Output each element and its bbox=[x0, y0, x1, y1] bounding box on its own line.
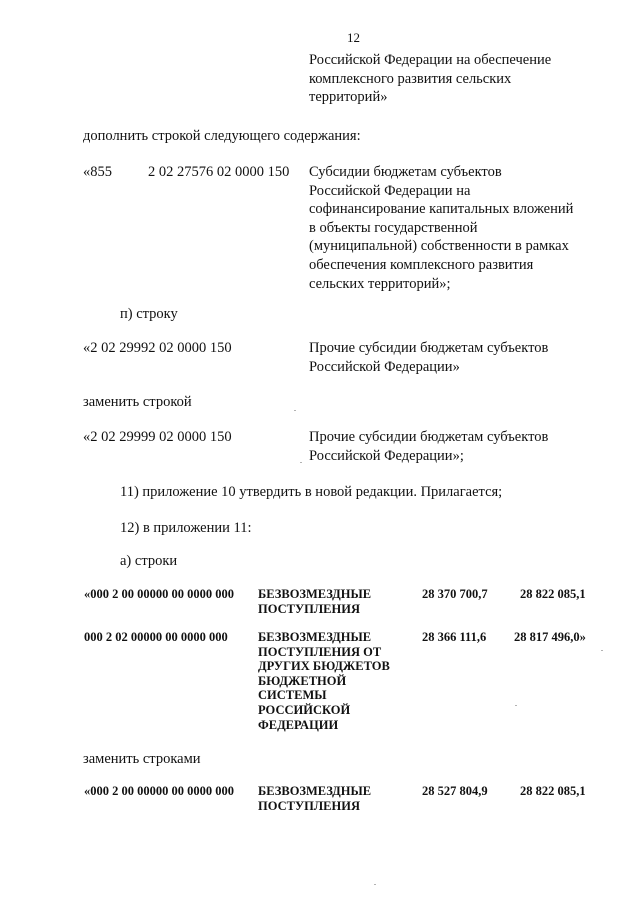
text-line: ПОСТУПЛЕНИЯ bbox=[258, 601, 360, 616]
text-line: территорий» bbox=[309, 89, 388, 106]
text-line: Прочие субсидии бюджетам субъектов bbox=[309, 429, 549, 445]
text-line: ДРУГИХ БЮДЖЕТОВ bbox=[258, 659, 390, 674]
scan-speck bbox=[300, 462, 302, 463]
text-line: Российской Федерации на обеспечение bbox=[309, 52, 552, 68]
table-row-value-1: 28 370 700,7 bbox=[422, 587, 488, 601]
item-p: п) строку bbox=[120, 306, 178, 322]
add-line: дополнить строкой следующего содержания: bbox=[83, 128, 361, 144]
text-line: БЮДЖЕТНОЙ bbox=[258, 673, 347, 688]
text-line: софинансирование капитальных вложений bbox=[309, 201, 574, 218]
table-row-value-2: 28 822 085,1 bbox=[520, 587, 586, 601]
text-line: РОССИЙСКОЙ bbox=[258, 702, 351, 717]
item-a: а) строки bbox=[120, 553, 178, 569]
table-row-name bbox=[258, 630, 390, 732]
prev-fragment bbox=[309, 51, 551, 107]
text-line: ФЕДЕРАЦИИ bbox=[258, 717, 339, 732]
scan-speck bbox=[374, 884, 376, 885]
text-line: комплексного развития сельских bbox=[309, 70, 512, 87]
new-row-kbk: «2 02 29999 02 0000 150 bbox=[83, 429, 232, 445]
text-line: Прочие субсидии бюджетам субъектов bbox=[309, 340, 549, 356]
scan-speck bbox=[601, 650, 603, 651]
item-11: 11) приложение 10 утвердить в новой редакции. Прилагается; bbox=[120, 484, 503, 500]
row855-code: «855 bbox=[83, 164, 112, 180]
table-row-code: «000 2 00 00000 00 0000 000 bbox=[84, 784, 234, 798]
text-line: Российской Федерации на bbox=[309, 182, 471, 199]
text-line: в объекты государственной bbox=[309, 219, 478, 236]
text-line: обеспечения комплексного развития bbox=[309, 256, 534, 273]
replace-line: заменить строкой bbox=[83, 394, 192, 410]
replace-lines: заменить строками bbox=[83, 751, 201, 767]
text-line: ПОСТУПЛЕНИЯ ОТ bbox=[258, 644, 382, 659]
text-line: БЕЗВОЗМЕЗДНЫЕ bbox=[258, 630, 372, 644]
text-line: Российской Федерации» bbox=[309, 358, 460, 375]
text-line: СИСТЕМЫ bbox=[258, 688, 327, 703]
scan-speck bbox=[515, 705, 517, 706]
page-number: 12 bbox=[347, 30, 360, 45]
new-row-text bbox=[309, 428, 548, 465]
table-row-value-2: 28 822 085,1 bbox=[520, 784, 586, 798]
text-line: БЕЗВОЗМЕЗДНЫЕ bbox=[258, 587, 372, 601]
item-12: 12) в приложении 11: bbox=[120, 520, 252, 536]
old-row-kbk: «2 02 29992 02 0000 150 bbox=[83, 340, 232, 356]
text-line: Субсидии бюджетам субъектов bbox=[309, 164, 502, 180]
row855-kbk: 2 02 27576 02 0000 150 bbox=[148, 164, 290, 180]
table-row-code: «000 2 00 00000 00 0000 000 bbox=[84, 587, 234, 601]
old-row-text bbox=[309, 339, 548, 376]
table-row-value-2: 28 817 496,0» bbox=[514, 630, 586, 644]
text-line: (муниципальной) собственности в рамках bbox=[309, 238, 569, 255]
scan-speck bbox=[294, 410, 296, 411]
text-line: БЕЗВОЗМЕЗДНЫЕ bbox=[258, 784, 372, 798]
table-row-name bbox=[258, 587, 371, 616]
text-line: Российской Федерации»; bbox=[309, 447, 464, 464]
table-row-value-1: 28 366 111,6 bbox=[422, 630, 487, 644]
text-line: сельских территорий»; bbox=[309, 275, 451, 292]
table-row-code: 000 2 02 00000 00 0000 000 bbox=[84, 630, 228, 644]
text-line: ПОСТУПЛЕНИЯ bbox=[258, 798, 360, 813]
row855-text bbox=[309, 163, 573, 293]
table-row-name bbox=[258, 784, 371, 813]
table-row-value-1: 28 527 804,9 bbox=[422, 784, 488, 798]
